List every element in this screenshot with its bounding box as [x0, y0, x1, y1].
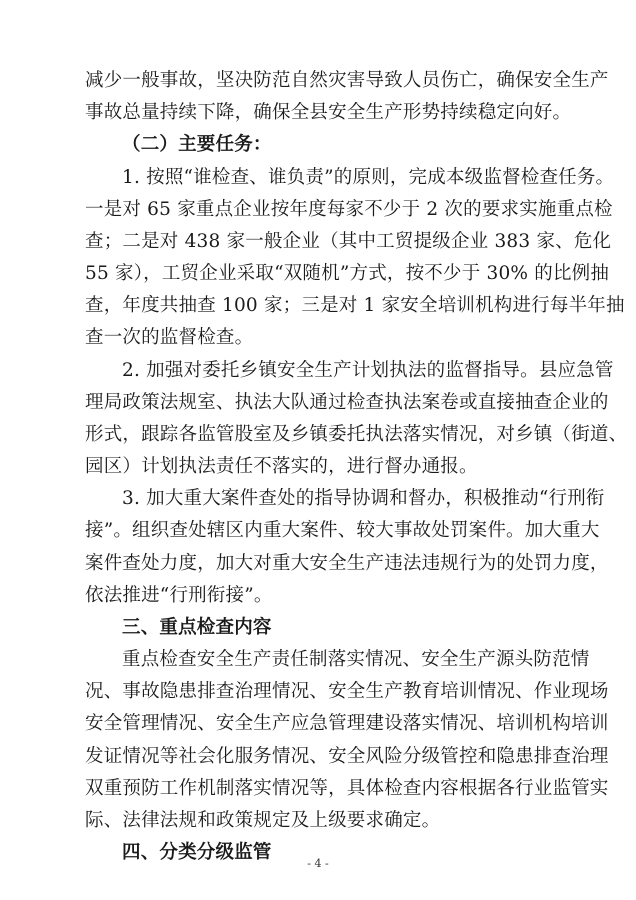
section-3-line-2: 况、事故隐患排查治理情况、安全生产教育培训情况、作业现场	[85, 681, 609, 702]
task-2-line-3: 形式，跟踪各监管股室及乡镇委托执法落实情况，对乡镇（街道、	[85, 424, 628, 445]
task-3-line-1: 3. 加大重大案件查处的指导协调和督办，积极推动“行刑衔	[122, 488, 605, 509]
task-1-line-4: 55 家），工贸企业采取“双随机”方式，按不少于 30% 的比例抽	[85, 263, 610, 284]
task-2-line-2: 理局政策法规室、执法大队通过检查执法案卷或直接抽查企业的	[85, 392, 609, 413]
task-1-line-6: 查一次的监督检查。	[85, 327, 254, 348]
task-3-line-2: 接”。组织查处辖区内重大案件、较大事故处罚案件。加大重大	[85, 520, 600, 541]
section-3-line-4: 发证情况等社会化服务情况、安全风险分级管控和隐患排查治理	[85, 746, 609, 767]
task-2-line-1: 2. 加强对委托乡镇安全生产计划执法的监督指导。县应急管	[122, 360, 614, 381]
section-4-heading: 四、分类分级监管	[122, 842, 272, 863]
section-3-line-1: 重点检查安全生产责任制落实情况、安全生产源头防范情	[122, 649, 590, 670]
intro-line-1: 减少一般事故，坚决防范自然灾害导致人员伤亡，确保安全生产	[85, 70, 609, 91]
task-3-line-3: 案件查处力度，加大对重大安全生产违法违规行为的处罚力度，	[85, 553, 609, 574]
page-number: - 4 -	[307, 857, 329, 870]
task-1-line-2: 一是对 65 家重点企业按年度每家不少于 2 次的要求实施重点检	[85, 199, 613, 220]
section-3-line-3: 安全管理情况、安全生产应急管理建设落实情况、培训机构培训	[85, 713, 609, 734]
task-2-line-4: 园区）计划执法责任不落实的，进行督办通报。	[85, 456, 478, 477]
section-3-line-5: 双重预防工作机制落实情况等，具体检查内容根据各行业监管实	[85, 778, 609, 799]
task-1-line-5: 查，年度共抽查 100 家；三是对 1 家安全培训机构进行每半年抽	[85, 295, 625, 316]
section-3-line-6: 际、法律法规和政策规定及上级要求确定。	[85, 810, 441, 831]
task-1-line-3: 查；二是对 438 家一般企业（其中工贸提级企业 383 家、危化	[85, 231, 612, 252]
intro-line-2: 事故总量持续下降，确保全县安全生产形势持续稳定向好。	[85, 102, 572, 123]
task-3-line-4: 依法推进“行刑衔接”。	[85, 585, 273, 606]
section-2-subheading: （二）主要任务：	[122, 134, 272, 155]
section-3-heading: 三、重点检查内容	[122, 617, 272, 638]
task-1-line-1: 1. 按照“谁检查、谁负责”的原则，完成本级监督检查任务。	[122, 167, 615, 188]
